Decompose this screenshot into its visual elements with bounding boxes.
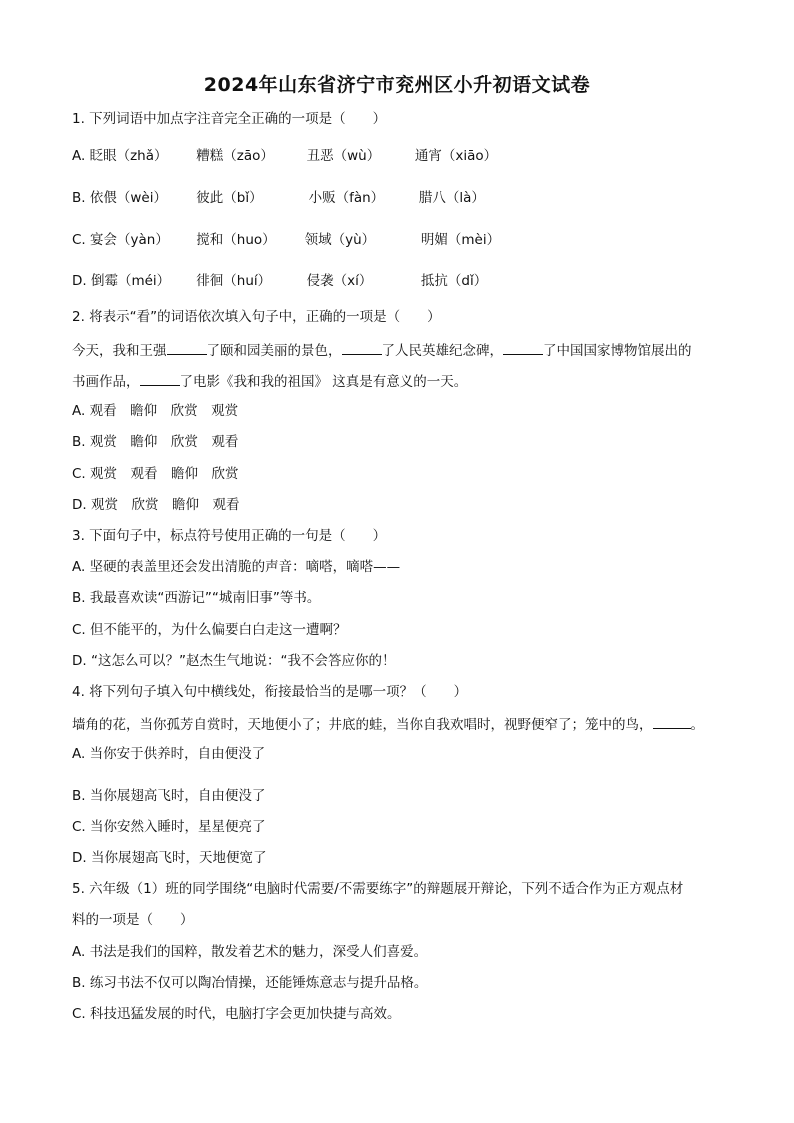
q3-option-c: C. 但不能平的，为什么偏要白白走这一遭啊？ xyxy=(72,622,347,638)
q3-option-a: A. 坚硬的表盖里还会发出清脆的声音：嘀嗒，嘀嗒—— xyxy=(72,559,401,575)
q1-a-4: 通宵（xiāo） xyxy=(414,148,498,164)
q1-a-2: 糟糕（zāo） xyxy=(196,148,274,164)
q2-s-part2: 了颐和园美丽的景色， xyxy=(206,343,342,359)
q4-stem: 4. 将下列句子填入句中横线处，衔接最恰当的是哪一项？（ ） xyxy=(72,684,468,700)
q1-d-1: D. 倒霉（méi） xyxy=(72,273,171,289)
q1-option-b xyxy=(72,189,485,207)
q2-s-part1: 今天，我和王强 xyxy=(72,343,167,359)
page-title: 2024年山东省济宁市兖州区小升初语文试卷 xyxy=(203,74,591,96)
q1-option-d xyxy=(72,272,487,290)
q5-option-a: A. 书法是我们的国粹，散发着艺术的魅力，深受人们喜爱。 xyxy=(72,944,428,960)
q1-d-4: 抵抗（dǐ） xyxy=(420,273,488,289)
q4-option-d: D. 当你展翅高飞时，天地便宽了 xyxy=(72,850,267,866)
q1-a-1: A. 眨眼（zhǎ） xyxy=(72,148,168,164)
q2-option-b: B. 观赏 瞻仰 欣赏 观看 xyxy=(72,434,239,450)
q1-option-c xyxy=(72,231,500,249)
blank xyxy=(342,340,382,355)
q2-stem: 2. 将表示“看”的词语依次填入句子中，正确的一项是（ ） xyxy=(72,309,441,325)
q1-b-4: 腊八（là） xyxy=(418,190,485,206)
q3-stem: 3. 下面句子中，标点符号使用正确的一句是（ ） xyxy=(72,528,387,544)
q5-option-c: C. 科技迅猛发展的时代，电脑打字会更加快捷与高效。 xyxy=(72,1006,401,1022)
blank xyxy=(167,340,207,355)
q1-c-2: 搅和（huo） xyxy=(196,232,276,248)
q1-b-1: B. 依偎（wèi） xyxy=(72,190,167,206)
blank xyxy=(653,714,691,729)
blank xyxy=(503,340,543,355)
q2-sentence-line1 xyxy=(72,340,692,360)
q4-option-b: B. 当你展翅高飞时，自由便没了 xyxy=(72,788,266,804)
q1-b-2: 彼此（bǐ） xyxy=(196,190,263,206)
q1-stem: 1. 下列词语中加点字注音完全正确的一项是（ ） xyxy=(72,111,387,127)
q4-sentence-end: 。 xyxy=(690,717,704,733)
q2-option-d: D. 观赏 欣赏 瞻仰 观看 xyxy=(72,497,240,513)
blank xyxy=(140,371,180,386)
q4-option-a: A. 当你安于供养时，自由便没了 xyxy=(72,746,266,762)
q4-option-c: C. 当你安然入睡时，星星便亮了 xyxy=(72,819,266,835)
q1-c-4: 明媚（mèi） xyxy=(420,232,501,248)
q1-c-3: 领域（yù） xyxy=(304,232,376,248)
q1-a-3: 丑恶（wù） xyxy=(306,148,381,164)
q2-s-part4: 了中国国家博物馆展出的 xyxy=(543,343,692,359)
q1-option-a xyxy=(72,147,497,165)
q4-sentence xyxy=(72,714,704,734)
q3-option-d: D. “这怎么可以？”赵杰生气地说：“我不会答应你的！ xyxy=(72,653,396,669)
q1-c-1: C. 宴会（yàn） xyxy=(72,232,169,248)
q2-option-c: C. 观赏 观看 瞻仰 欣赏 xyxy=(72,466,239,482)
q2-s-part6: 了电影《我和我的祖国》 这真是有意义的一天。 xyxy=(179,374,468,390)
q1-d-3: 侵袭（xí） xyxy=(306,273,373,289)
q3-option-b: B. 我最喜欢读“西游记”“城南旧事”等书。 xyxy=(72,590,321,606)
q1-b-3: 小贩（fàn） xyxy=(308,190,385,206)
q2-sentence-line2 xyxy=(72,371,467,391)
q1-d-2: 徘徊（huí） xyxy=(196,273,272,289)
q2-option-a: A. 观看 瞻仰 欣赏 观赏 xyxy=(72,403,239,419)
q2-s-part5: 书画作品， xyxy=(72,374,140,390)
q4-sentence-text: 墙角的花，当你孤芳自赏时，天地便小了；井底的蛙，当你自我欢唱时，视野便窄了；笼中的鸟， xyxy=(72,717,653,733)
q5-stem-line1: 5. 六年级（1）班的同学围绕“电脑时代需要/不需要练字”的辩题展开辩论，下列不适合作为正方观点材 xyxy=(72,881,684,897)
q5-option-b: B. 练习书法不仅可以陶冶情操，还能锤炼意志与提升品格。 xyxy=(72,975,428,991)
q2-s-part3: 了人民英雄纪念碑， xyxy=(381,343,503,359)
q5-stem-line2: 料的一项是（ ） xyxy=(72,912,194,928)
